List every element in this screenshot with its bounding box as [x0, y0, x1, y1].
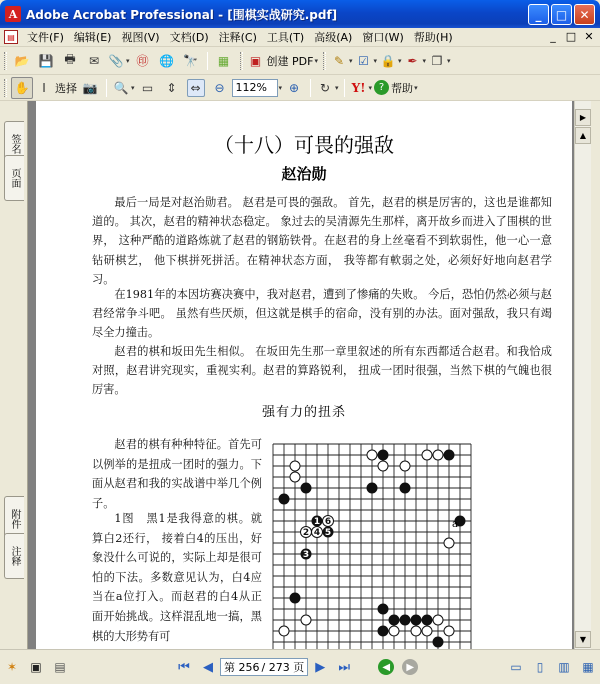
first-page-button[interactable] — [175, 658, 193, 676]
save-icon: 💾 — [38, 53, 54, 68]
create-pdf-icon: ▣ — [249, 53, 262, 68]
toolbar-separator — [207, 52, 208, 70]
section-title: 强有力的扭杀 — [261, 405, 346, 420]
move-number-3: 3 — [302, 550, 310, 560]
email-button[interactable] — [83, 50, 105, 72]
file-toolbar — [0, 47, 600, 75]
open-folder-icon: 📂 — [14, 53, 30, 68]
tab-comments[interactable] — [4, 533, 24, 579]
move-number-4: 4 — [313, 528, 321, 538]
move-number-6: 6 — [324, 517, 332, 527]
text-cursor-icon: I — [42, 80, 46, 95]
navigation-toolbar — [0, 75, 600, 101]
go-forward-button[interactable] — [401, 658, 419, 676]
signatures-tab-label: 签名 — [9, 134, 20, 154]
chapter-title: （十八）可畏的强敌 — [214, 133, 394, 157]
zoom-in-plus-icon: ⊕ — [289, 80, 300, 95]
black-stone — [389, 615, 399, 625]
snapshot-button[interactable] — [79, 77, 101, 99]
black-stone — [378, 604, 388, 614]
total-pages: / 273 页 — [261, 661, 305, 674]
menu-view[interactable]: 视图(V) — [121, 31, 160, 44]
pages-icon: ❐ — [431, 53, 443, 68]
black-stone — [301, 483, 311, 493]
print-button[interactable] — [59, 50, 81, 72]
zoom-in-button[interactable] — [283, 77, 305, 99]
black-stone — [400, 483, 410, 493]
sign-button[interactable]: ✒ ▾ — [404, 50, 427, 72]
secure-button[interactable]: 🔒 ▾ — [380, 53, 402, 68]
paragraph-3: 赵君的棋和坂田先生相似。 在坂田先生那一章里叙述的所有东西都适合赵君。和我恰成对照，赵君讲究现实，重视实利。赵君的算路锐利， 扭成一团时很强，当然下棋的气魄也很厉害。 — [92, 345, 552, 397]
stamp-icon: ㊞ — [136, 54, 149, 68]
hand-tool-button[interactable] — [11, 77, 33, 99]
doc-close-button[interactable]: ✕ — [584, 30, 594, 43]
white-stone — [444, 626, 454, 636]
black-stone — [444, 450, 454, 460]
fit-width-icon: ⇔ — [187, 79, 205, 97]
forms-button[interactable]: ☑ ▾ — [354, 50, 377, 72]
rotate-icon: ↻ — [320, 80, 331, 95]
forms-icon: ☑ — [358, 53, 369, 68]
menu-file[interactable]: 文件(F) — [27, 31, 64, 44]
pdf-page — [36, 101, 572, 649]
go-board-diagram — [268, 439, 484, 649]
go-back-button[interactable] — [377, 658, 395, 676]
yahoo-button[interactable]: Y! ▾ — [350, 77, 373, 99]
attach-button[interactable]: 📎 ▾ — [108, 53, 130, 68]
white-stone — [400, 461, 410, 471]
rotate-button[interactable]: ↻ ▾ — [316, 77, 339, 99]
stamp-button[interactable] — [132, 50, 154, 72]
black-stone — [411, 615, 421, 625]
chapter-author: 赵治勋 — [281, 165, 327, 183]
facing-mode-button[interactable]: ▥ — [558, 660, 570, 674]
vertical-scrollbar[interactable] — [574, 101, 591, 649]
actual-size-button[interactable] — [137, 77, 159, 99]
select-tool-label: 选择 — [55, 81, 77, 95]
window-right-edge — [591, 101, 600, 649]
board-label-a: a — [452, 519, 458, 530]
single-page-view-icon[interactable]: ▣ — [30, 660, 42, 674]
white-stone — [290, 461, 300, 471]
next-page-icon: ▶ — [315, 659, 326, 675]
help-button[interactable]: ? 帮助 ▾ — [374, 77, 418, 99]
toolbar-grip[interactable] — [4, 79, 7, 97]
move-number-2: 2 — [302, 528, 310, 538]
zoom-out-button[interactable] — [209, 77, 231, 99]
hand-icon: ✋ — [14, 80, 30, 95]
last-page-button[interactable] — [335, 658, 353, 676]
toolbar-grip[interactable] — [240, 52, 243, 70]
white-stone — [433, 615, 443, 625]
help-label: 帮助 — [391, 81, 414, 95]
paragraph-1: 最后一局是对赵治勋君。 赵君是可畏的强敌。 首先，赵君的棋是厉害的，这也是谁都知道的。 其次，赵君的精神状态稳定。 象过去的吴清源先生那样，离开故乡而进入了围棋的世界， 这种严酷的道路炼就了赵君的钢筋铁骨。在赵君的身上丝毫看不到软弱性，他一心一意钻研棋艺， 他下棋拼死拼活。在精神状态方面， 我等都有軟弱之处，必须好好地向赵君学习。 — [92, 196, 552, 286]
review-button[interactable]: ✎ ▾ — [330, 50, 353, 72]
acrobat-app-icon[interactable]: A — [5, 6, 21, 22]
attachments-tab-label: 附件 — [9, 509, 20, 529]
scroll-up-icon[interactable]: ▲ — [575, 127, 591, 144]
fit-page-icon: ⇕ — [166, 80, 177, 95]
doc-minimize-button[interactable]: _ — [550, 30, 556, 43]
comments-tab-label: 注释 — [9, 546, 20, 566]
black-stone — [367, 483, 377, 493]
back-arrow-icon: ◀ — [378, 659, 394, 675]
zoom-tool-button[interactable]: 🔍 ▾ — [113, 80, 135, 95]
close-button[interactable]: ✕ — [574, 4, 595, 25]
next-page-button[interactable] — [311, 658, 329, 676]
help-icon: ? — [374, 80, 389, 95]
menu-edit[interactable]: 编辑(E) — [73, 31, 112, 44]
fit-width-button[interactable] — [185, 77, 207, 99]
scroll-right-icon[interactable]: ▶ — [575, 109, 591, 126]
title-bar — [0, 0, 600, 28]
toolbar-grip[interactable] — [323, 52, 326, 70]
status-bar — [0, 649, 600, 684]
document-icon[interactable]: ▤ — [4, 30, 18, 44]
globe-icon: 🌐 — [159, 53, 174, 68]
yahoo-icon: Y! — [351, 80, 366, 95]
last-page-icon: ⏭ — [338, 659, 351, 675]
open-button[interactable] — [11, 50, 33, 72]
tools-icon[interactable]: ✶ — [6, 660, 18, 674]
pages-button[interactable]: ❐ ▾ — [428, 50, 451, 72]
menu-tools[interactable]: 工具(T) — [266, 31, 305, 44]
move-number-5: 5 — [324, 528, 332, 538]
maximize-button[interactable]: □ — [551, 4, 572, 25]
zoom-in-icon: 🔍 — [113, 80, 129, 95]
previous-page-icon: ◀ — [203, 659, 213, 675]
review-icon: ✎ — [333, 53, 344, 68]
web-button[interactable] — [156, 50, 178, 72]
camera-icon: 📷 — [82, 80, 98, 95]
first-page-icon: ⏮ — [178, 659, 190, 675]
doc-restore-button[interactable]: □ — [565, 30, 577, 43]
toolbar-grip[interactable] — [4, 52, 7, 70]
black-stone — [378, 626, 388, 636]
navigation-panel — [0, 101, 28, 649]
menu-document[interactable]: 文档(D) — [169, 31, 209, 44]
fit-page-button[interactable] — [161, 77, 183, 99]
print-icon: 🖶 — [64, 52, 76, 66]
black-stone — [290, 593, 300, 603]
email-icon: ✉ — [88, 53, 100, 68]
create-pdf-label: 创建 PDF — [266, 54, 314, 68]
tab-pages[interactable] — [4, 155, 24, 201]
white-stone — [367, 450, 377, 460]
black-stone — [422, 615, 432, 625]
white-stone — [301, 615, 311, 625]
continuous-mode-button[interactable]: ▯ — [536, 660, 544, 674]
previous-page-button[interactable] — [199, 658, 217, 676]
toolbar-separator — [344, 79, 345, 97]
continuous-facing-button[interactable]: ▦ — [582, 660, 594, 674]
menu-window[interactable]: 窗口(W) — [362, 31, 404, 44]
binoculars-icon: 🔭 — [183, 53, 198, 68]
minimize-button[interactable]: _ — [528, 4, 549, 25]
pen-icon: ✒ — [407, 53, 418, 68]
white-stone — [389, 626, 399, 636]
document-viewport[interactable] — [28, 101, 574, 649]
white-stone — [433, 450, 443, 460]
white-stone — [411, 626, 421, 636]
scroll-down-icon[interactable]: ▼ — [575, 631, 591, 648]
menu-bar — [0, 28, 600, 47]
page-number-field[interactable] — [220, 658, 308, 676]
forward-arrow-icon: ▶ — [402, 659, 418, 675]
select-tool-button[interactable] — [35, 77, 77, 99]
current-page[interactable]: 第 256 — [224, 661, 260, 674]
window-title: Adobe Acrobat Professional - [围棋实战研究.pdf] — [26, 7, 338, 22]
save-button[interactable] — [35, 50, 57, 72]
single-page-mode-button[interactable]: ▭ — [510, 660, 522, 674]
pages-tab-label: 页面 — [9, 168, 20, 188]
zoom-input[interactable]: 112% — [232, 79, 278, 97]
menu-advanced[interactable]: 高级(A) — [314, 31, 353, 44]
white-stone — [422, 626, 432, 636]
black-stone — [378, 450, 388, 460]
black-stone — [279, 494, 289, 504]
menu-help[interactable]: 帮助(H) — [413, 31, 453, 44]
column-paragraph-2: 1图 黑1是我得意的棋。就算白2还行， 接着白4的压出，好象没什么可说的，实际上却是很可怕的下法。多数意见认为，白4应当在a位打入。而赵君的白4从正面开始挑战。这样混乱地一搞，黑棋的大形势有可 — [92, 512, 262, 643]
paperclip-icon: 📎 — [108, 53, 124, 68]
organizer-button[interactable] — [213, 50, 235, 72]
white-stone — [279, 626, 289, 636]
white-stone — [444, 538, 454, 548]
black-stone — [433, 637, 443, 647]
white-stone — [422, 450, 432, 460]
paragraph-2: 在1981年的本因坊赛决赛中，我对赵君，遭到了惨痛的失败。 今后，恐怕仍然必须与赵君经常争斗吧。 虽然有些厌烦，但这就是棋手的宿命，没有别的办法。面对强敌，我只有竭尽全力撞击。 — [92, 288, 552, 340]
lock-icon: 🔒 — [380, 53, 396, 68]
actual-size-icon: ▭ — [141, 80, 154, 95]
menu-comments[interactable]: 注释(C) — [218, 31, 257, 44]
find-button[interactable] — [180, 50, 202, 72]
page-layout-icon[interactable]: ▤ — [54, 660, 66, 674]
white-stone — [378, 461, 388, 471]
toolbar-separator — [106, 79, 107, 97]
column-paragraph-1: 赵君的棋有种种特征。首先可以例举的是扭成一团时的强力。下面从赵君和我的实战谱中举几个例子。 — [92, 438, 262, 510]
black-stone — [400, 615, 410, 625]
create-pdf-button[interactable]: ▣ 创建 PDF ▾ — [247, 50, 318, 72]
move-number-1: 1 — [313, 517, 321, 527]
organizer-icon: ▦ — [217, 53, 230, 68]
toolbar-separator — [310, 79, 311, 97]
zoom-out-icon: ⊖ — [214, 80, 225, 95]
white-stone — [290, 472, 300, 482]
zoom-dropdown-icon[interactable]: ▾ — [278, 83, 283, 92]
